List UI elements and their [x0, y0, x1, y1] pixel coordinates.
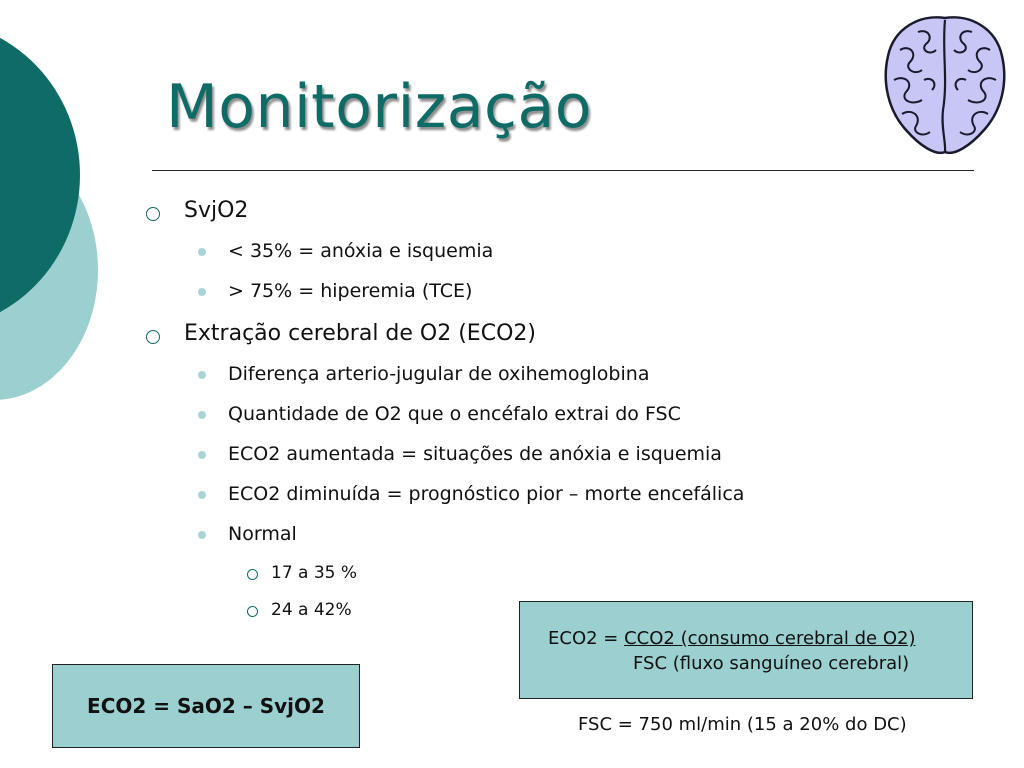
slide-title: Monitorização [166, 72, 592, 142]
dot-bullet-icon [198, 288, 206, 296]
brain-icon [880, 10, 1010, 160]
list-item [140, 524, 860, 545]
list-item-text: ECO2 diminuída = prognóstico pior – morte encefálica [228, 483, 745, 505]
list-item-text: < 35% = anóxia e isquemia [228, 240, 494, 262]
section-label: SvjO2 [184, 198, 249, 223]
list-item-text: > 75% = hiperemia (TCE) [228, 280, 473, 302]
dot-bullet-icon [198, 451, 206, 459]
list-item [140, 281, 860, 302]
section-label: Extração cerebral de O2 (ECO2) [184, 321, 536, 346]
fraction-numerator-line [548, 628, 915, 649]
section-eco2 [140, 321, 860, 346]
fraction-denominator: FSC (fluxo sanguíneo cerebral) [633, 653, 910, 674]
dot-bullet-icon [198, 371, 206, 379]
hollow-circle-bullet-icon [247, 606, 258, 617]
slide-content [140, 198, 860, 638]
list-item-text: ECO2 aumentada = situações de anóxia e isquemia [228, 443, 722, 465]
hollow-circle-bullet-icon [146, 207, 160, 221]
section-svjo2 [140, 198, 860, 223]
formula-box: ECO2 = SaO2 – SvjO2 [52, 664, 360, 748]
fraction-prefix: ECO2 = [548, 628, 625, 649]
dot-bullet-icon [198, 248, 206, 256]
dot-bullet-icon [198, 491, 206, 499]
list-item-text: 24 a 42% [271, 600, 352, 620]
fraction-box [519, 601, 973, 699]
list-item [140, 444, 860, 465]
dot-bullet-icon [198, 411, 206, 419]
list-item [140, 364, 860, 385]
title-divider [152, 170, 974, 171]
list-item-text: Diferença arterio-jugular de oxihemoglobina [228, 363, 650, 385]
hollow-circle-bullet-icon [146, 330, 160, 344]
fraction-numerator: CCO2 (consumo cerebral de O2) [624, 628, 916, 649]
fsc-note: FSC = 750 ml/min (15 a 20% do DC) [578, 714, 907, 735]
list-item [140, 484, 860, 505]
dot-bullet-icon [198, 531, 206, 539]
list-item-text: Quantidade de O2 que o encéfalo extrai do FSC [228, 403, 681, 425]
list-item-text: Normal [228, 523, 297, 545]
list-item [140, 241, 860, 262]
sub-list-item [140, 564, 860, 583]
hollow-circle-bullet-icon [247, 569, 258, 580]
list-item [140, 404, 860, 425]
list-item-text: 17 a 35 % [271, 563, 358, 583]
